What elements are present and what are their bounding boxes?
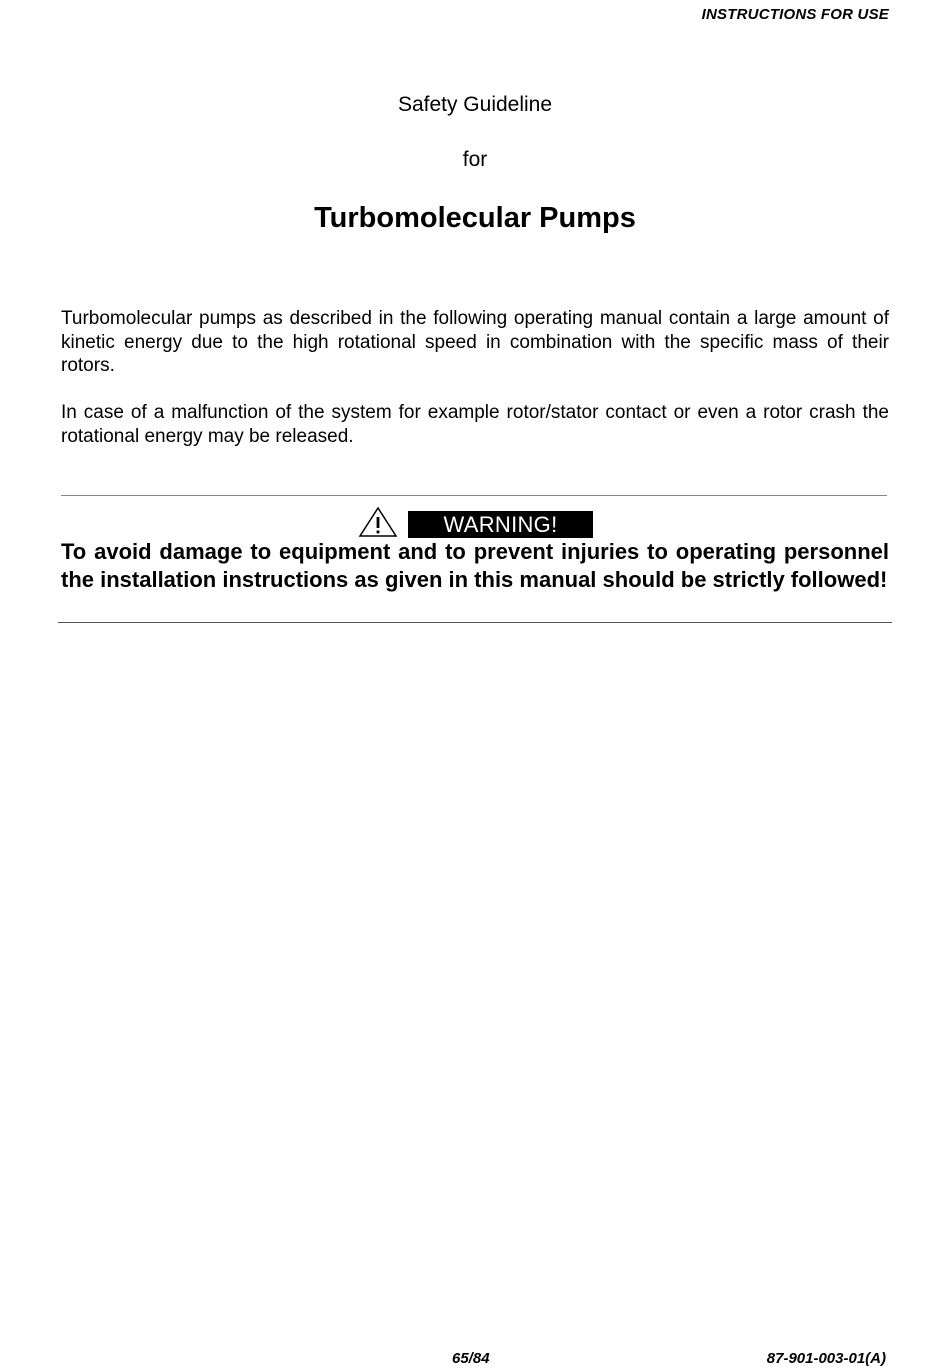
- warning-badge: WARNING!: [408, 511, 593, 538]
- divider-bottom: [58, 622, 892, 623]
- header-label: INSTRUCTIONS FOR USE: [701, 6, 889, 23]
- page-number: 65/84: [452, 1350, 490, 1367]
- page-title: Turbomolecular Pumps: [314, 202, 636, 234]
- warning-triangle-icon: [358, 506, 398, 538]
- paragraph-malfunction: In case of a malfunction of the system for example rotor/stator contact or even a rotor crash the rotational energy may be released.: [61, 402, 889, 447]
- document-number: 87-901-003-01(A): [766, 1350, 886, 1367]
- subtitle-safety-guideline: Safety Guideline: [397, 93, 553, 116]
- divider-top: [61, 495, 887, 496]
- subtitle-for: for: [462, 148, 488, 171]
- warning-text: To avoid damage to equipment and to prevent injuries to operating personnel the installation instructions as given in this manual should be strictly followed!: [61, 539, 889, 592]
- paragraph-kinetic-energy: Turbomolecular pumps as described in the following operating manual contain a large amount of kinetic energy due to the high rotational speed in combination with the specific mass of their rotors.: [61, 308, 889, 376]
